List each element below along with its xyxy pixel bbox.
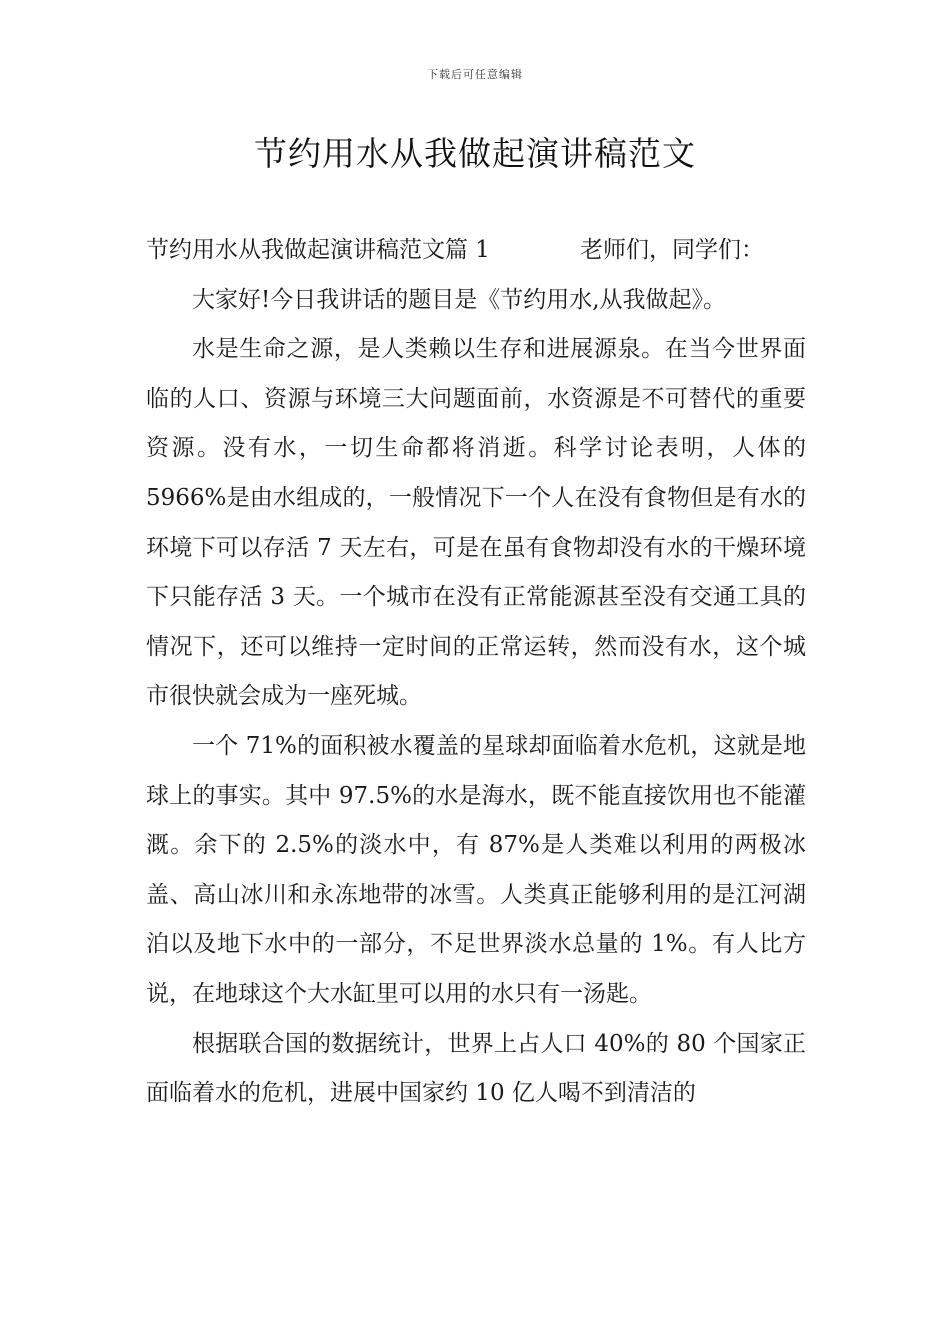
paragraph-intro: 大家好!今日我讲话的题目是《节约用水,从我做起》。 bbox=[192, 286, 727, 313]
paragraph-water-source: 水是生命之源，是人类赖以生存和进展源泉。在当今世界面临的人口、资源与环境三大问题面前，水资源是不可替代的重要资源。没有水，一切生命都将消逝。科学讨论表明，人体的 5966%是由水组成的，一般情况下一个人在没有食物但是有水的环境下可以存活 7 天左右，可是在虽有食物却没有水的干燥环境下只能存活 3 天。一个城市在没有正常能源甚至没有交通工具的情况下，还可以维持一定时间的正常运转，然而没有水，这个城市很快就会成为一座死城。 bbox=[146, 336, 806, 710]
header-note: 下载后可任意编辑 bbox=[427, 68, 523, 81]
greeting: 老师们，同学们： bbox=[580, 237, 764, 263]
section-label: 节约用水从我做起演讲稿范文篇 1 bbox=[146, 237, 490, 263]
paragraph-water-crisis: 一个 71%的面积被水覆盖的星球却面临着水危机，这就是地球上的事实。其中 97.5%的水是海水，既不能直接饮用也不能灌溉。余下的 2.5%的淡水中，有 87%是人类难以利用的两极冰盖、高山冰川和永冻地带的冰雪。人类真正能够利用的是江河湖泊以及地下水中的一部分，不足世界淡水总量的 1%。有人比方说，在地球这个大水缸里可以用的水只有一汤匙。 bbox=[146, 732, 806, 1007]
paragraph-un-statistics: 根据联合国的数据统计，世界上占人口 40%的 80 个国家正面临着水的危机，进展中国家约 10 亿人喝不到清洁的 bbox=[146, 1030, 806, 1107]
document-body bbox=[146, 226, 806, 1119]
document-title: 节约用水从我做起演讲稿范文 bbox=[254, 134, 696, 173]
opening-line bbox=[146, 226, 806, 276]
